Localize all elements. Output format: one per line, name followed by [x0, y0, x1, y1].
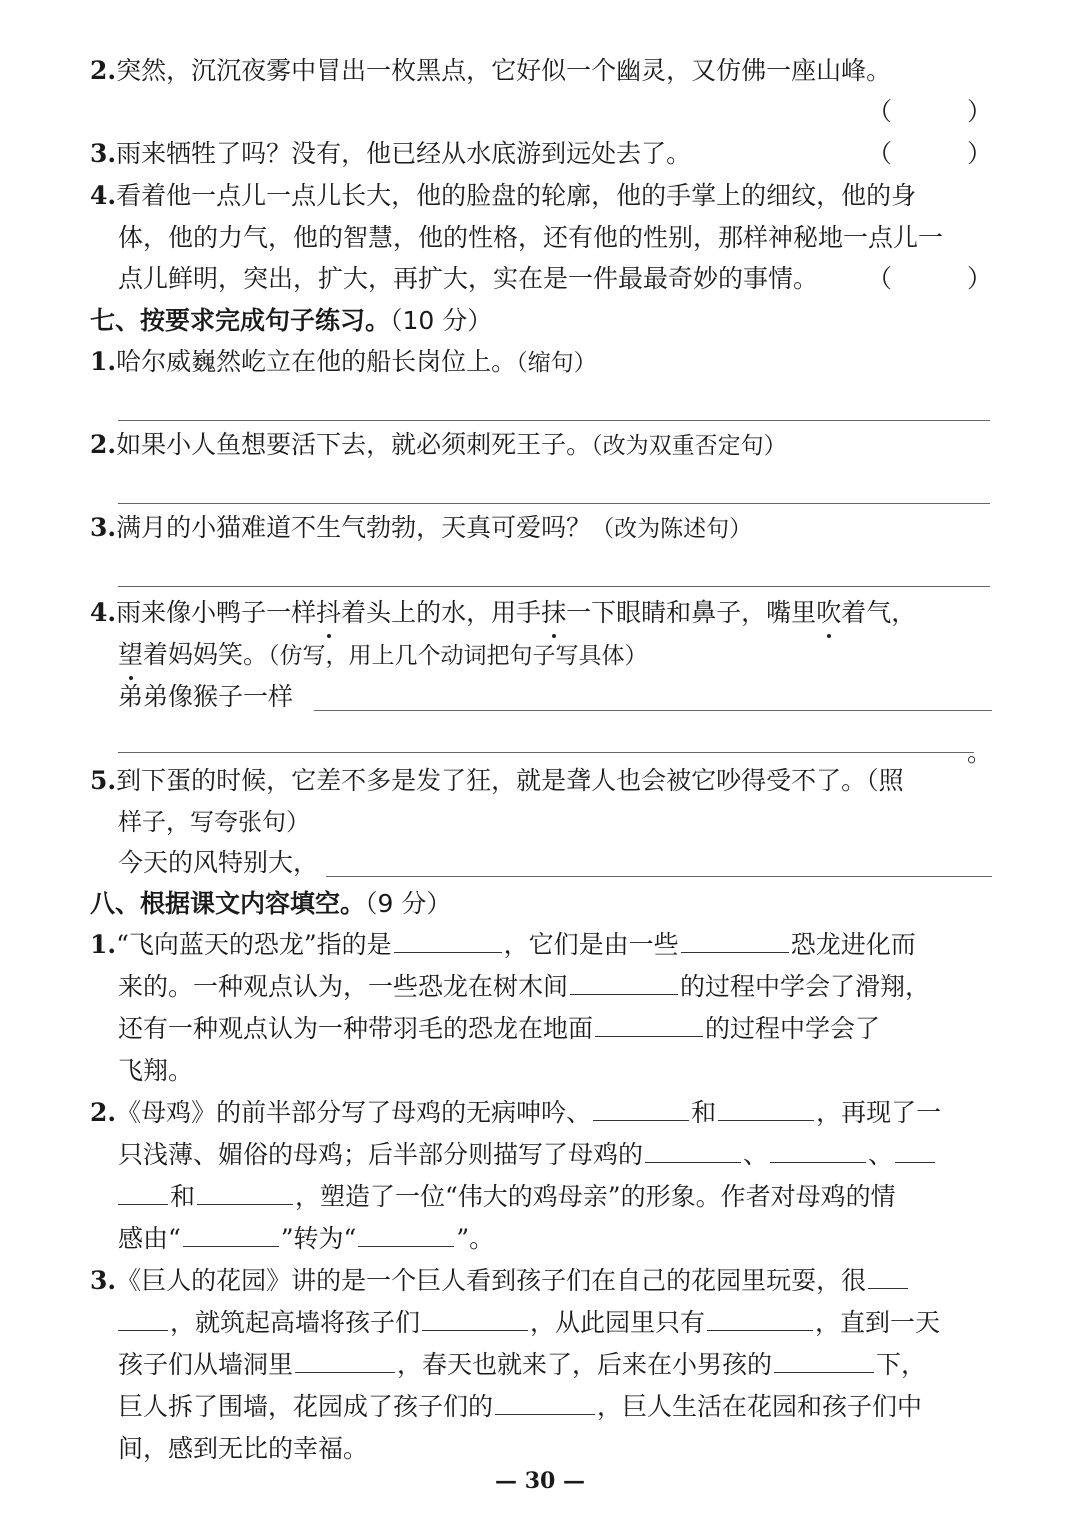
question-2 — [90, 50, 992, 92]
fill-8-2 — [90, 1092, 992, 1134]
question-text: 的过程中学会了 — [705, 1014, 881, 1043]
question-text: 、 — [868, 1140, 894, 1169]
exercise-7-1 — [90, 341, 992, 383]
question-text: 间，感到无比的幸福。 — [118, 1434, 369, 1463]
exercise-7-4-prompt — [118, 676, 992, 718]
question-text: 满月的小猫难道不生气勃勃，天真可爱吗？ — [116, 513, 592, 542]
fill-8-2-line2 — [118, 1134, 992, 1176]
question-text: 着气， — [841, 598, 917, 627]
emphasis-verb: 望 — [118, 634, 143, 676]
emphasis-verb: 抹 — [541, 592, 566, 634]
instruction-note: （改为陈述句） — [591, 516, 753, 542]
question-text: ，再现了一 — [816, 1098, 942, 1127]
fill-8-2-line3 — [118, 1176, 992, 1218]
question-number: 4. — [90, 181, 117, 210]
fill-blank[interactable] — [770, 1134, 866, 1163]
fill-blank[interactable] — [394, 924, 502, 953]
question-text: 《母鸡》的前半部分写了母鸡的无病呻吟、 — [116, 1098, 592, 1127]
fill-blank[interactable] — [593, 1092, 689, 1121]
fill-blank[interactable] — [868, 1260, 908, 1289]
question-number: 2. — [90, 430, 117, 459]
question-number: 5. — [90, 766, 117, 795]
question-text: 和 — [691, 1098, 717, 1127]
question-text: 只浅薄、媚俗的母鸡；后半部分则描写了母鸡的 — [118, 1140, 644, 1169]
exercise-7-5 — [90, 760, 992, 802]
question-text: 突然，沉沉夜雾中冒出一枚黑点，它好似一个幽灵，又仿佛一座山峰。 — [116, 56, 892, 85]
fill-8-3-line3 — [118, 1344, 992, 1386]
question-number: 2. — [90, 1098, 117, 1127]
question-text: 看着他一点儿一点儿长大，他的脸盘的轮廓，他的手掌上的细纹，他的身 — [116, 181, 917, 210]
answer-paren-row — [90, 91, 992, 133]
section-7-heading — [90, 300, 992, 342]
question-number: 1. — [90, 347, 117, 376]
question-text: 来的。一种观点认为，一些恐龙在树木间 — [118, 972, 569, 1001]
question-text: 的过程中学会了滑翔， — [680, 972, 931, 1001]
fill-blank[interactable] — [718, 1092, 814, 1121]
fill-blank[interactable] — [118, 1302, 168, 1331]
fill-8-1-line2 — [118, 966, 992, 1008]
question-text: ，从此园里只有 — [530, 1308, 706, 1337]
fill-8-3-line5 — [118, 1428, 992, 1470]
question-text: 如果小人鱼想要活下去，就必须刺死王子。 — [116, 430, 592, 459]
question-text: 孩子们从墙洞里 — [118, 1350, 294, 1379]
fill-blank[interactable] — [183, 1218, 279, 1247]
fill-blank[interactable] — [495, 1386, 595, 1415]
question-text: 《巨人的花园》讲的是一个巨人看到孩子们在自己的花园里玩耍，很 — [116, 1266, 867, 1295]
instruction-note: 样子，写夸张句） — [118, 808, 310, 836]
question-4-line2 — [118, 217, 992, 259]
instruction-note: （缩句） — [516, 350, 597, 376]
exercise-7-4-line2 — [118, 634, 992, 676]
answer-parentheses[interactable]: （ ） — [866, 97, 992, 126]
fill-blank[interactable] — [295, 1344, 395, 1373]
answer-line[interactable] — [326, 876, 992, 877]
fill-blank[interactable] — [645, 1134, 741, 1163]
fill-8-1 — [90, 924, 992, 966]
question-text: ，就筑起高墙将孩子们 — [170, 1308, 421, 1337]
fill-blank[interactable] — [197, 1176, 293, 1205]
answer-line[interactable] — [118, 503, 990, 504]
section-title: 七、按要求完成句子练习。 — [90, 306, 391, 335]
section-8-heading — [90, 883, 992, 925]
fill-blank[interactable] — [595, 1008, 703, 1037]
question-text: 巨人拆了围墙，花园成了孩子们的 — [118, 1392, 494, 1421]
answer-line[interactable] — [118, 586, 990, 587]
prompt-text: 今天的风特别大， — [118, 848, 319, 877]
exercise-7-3 — [90, 507, 992, 549]
answer-parentheses[interactable]: （ ） — [866, 264, 992, 293]
question-text: 下， — [876, 1350, 927, 1379]
question-4 — [90, 175, 992, 217]
answer-line[interactable] — [118, 420, 990, 421]
question-number: 3. — [90, 513, 117, 542]
question-text: ，春天也就来了，后来在小男孩的 — [397, 1350, 773, 1379]
emphasis-verb: 抖 — [316, 592, 341, 634]
fill-8-1-line3 — [118, 1008, 992, 1050]
question-text: 和 — [170, 1182, 196, 1211]
answer-line[interactable] — [118, 752, 974, 753]
fill-blank[interactable] — [358, 1218, 454, 1247]
fill-8-3 — [90, 1260, 992, 1302]
exercise-7-5-line2 — [118, 801, 992, 843]
question-text: ，塑造了一位“伟大的鸡母亲”的形象。作者对母鸡的情 — [295, 1182, 896, 1211]
question-3 — [90, 133, 992, 175]
question-text: 着头上的水，用手 — [341, 598, 542, 627]
fill-8-1-line4 — [118, 1050, 992, 1092]
question-4-line3 — [118, 258, 992, 300]
exercise-7-5-prompt — [118, 842, 992, 884]
instruction-note: （改为双重否定句） — [591, 433, 787, 459]
question-text: 点儿鲜明，突出，扩大，再扩大，实在是一件最最奇妙的事情。 — [118, 264, 819, 293]
question-text: 着妈妈笑。 — [143, 640, 269, 669]
question-text: 一下眼睛和鼻子，嘴里 — [566, 598, 817, 627]
question-text: 体，他的力气，他的智慧，他的性格，还有他的性别，那样神秘地一点儿一 — [118, 223, 944, 252]
fill-blank[interactable] — [570, 966, 678, 995]
question-text: ，它们是由一些 — [503, 930, 679, 959]
question-number: 3. — [90, 1266, 117, 1295]
question-text: ，直到一天 — [815, 1308, 941, 1337]
question-text: 哈尔威巍然屹立在他的船长岗位上。 — [116, 347, 517, 376]
question-text: 雨来像小鸭子一样 — [116, 598, 317, 627]
question-text: “飞向蓝天的恐龙”指的是 — [116, 930, 392, 959]
emphasis-verb: 吹 — [816, 592, 841, 634]
question-text: 雨来牺牲了吗？没有，他已经从水底游到远处去了。 — [116, 139, 692, 168]
question-text: 还有一种观点认为一种带羽毛的恐龙在地面 — [118, 1014, 594, 1043]
question-number: 4. — [90, 598, 117, 627]
period: 。 — [966, 738, 992, 767]
prompt-text: 弟弟像猴子一样 — [118, 682, 294, 711]
question-text: ”。 — [456, 1224, 495, 1253]
question-number: 1. — [90, 930, 117, 959]
question-text: 、 — [743, 1140, 769, 1169]
fill-blank[interactable] — [895, 1134, 935, 1163]
fill-8-3-line4 — [118, 1386, 992, 1428]
answer-line[interactable] — [314, 710, 992, 711]
answer-parentheses[interactable]: （ ） — [866, 139, 992, 168]
exercise-7-2 — [90, 424, 992, 466]
section-points: （10 分） — [390, 306, 493, 335]
fill-blank[interactable] — [118, 1176, 168, 1205]
question-number: 3. — [90, 139, 117, 168]
fill-blank[interactable] — [707, 1302, 813, 1331]
instruction-note: （仿写，用上几个动词把句子写具体） — [268, 643, 648, 669]
question-text: 恐龙进化而 — [790, 930, 916, 959]
question-text: 感由“ — [118, 1224, 181, 1253]
fill-8-3-line2 — [118, 1302, 992, 1344]
question-text: ”转为“ — [280, 1224, 357, 1253]
question-text: 到下蛋的时候，它差不多是发了狂，就是聋人也会被它吵得受不了。（照 — [116, 766, 904, 795]
fill-blank[interactable] — [422, 1302, 528, 1331]
fill-8-2-line4 — [118, 1218, 992, 1260]
fill-blank[interactable] — [681, 924, 789, 953]
exercise-7-4 — [90, 592, 992, 634]
section-title: 八、根据课文内容填空。 — [90, 889, 366, 918]
fill-blank[interactable] — [774, 1344, 874, 1373]
question-text: 飞翔。 — [118, 1056, 194, 1085]
question-text: ，巨人生活在花园和孩子们中 — [597, 1392, 923, 1421]
section-points: （9 分） — [365, 889, 452, 918]
page-number: — 30 — — [495, 1468, 585, 1494]
question-number: 2. — [90, 56, 117, 85]
